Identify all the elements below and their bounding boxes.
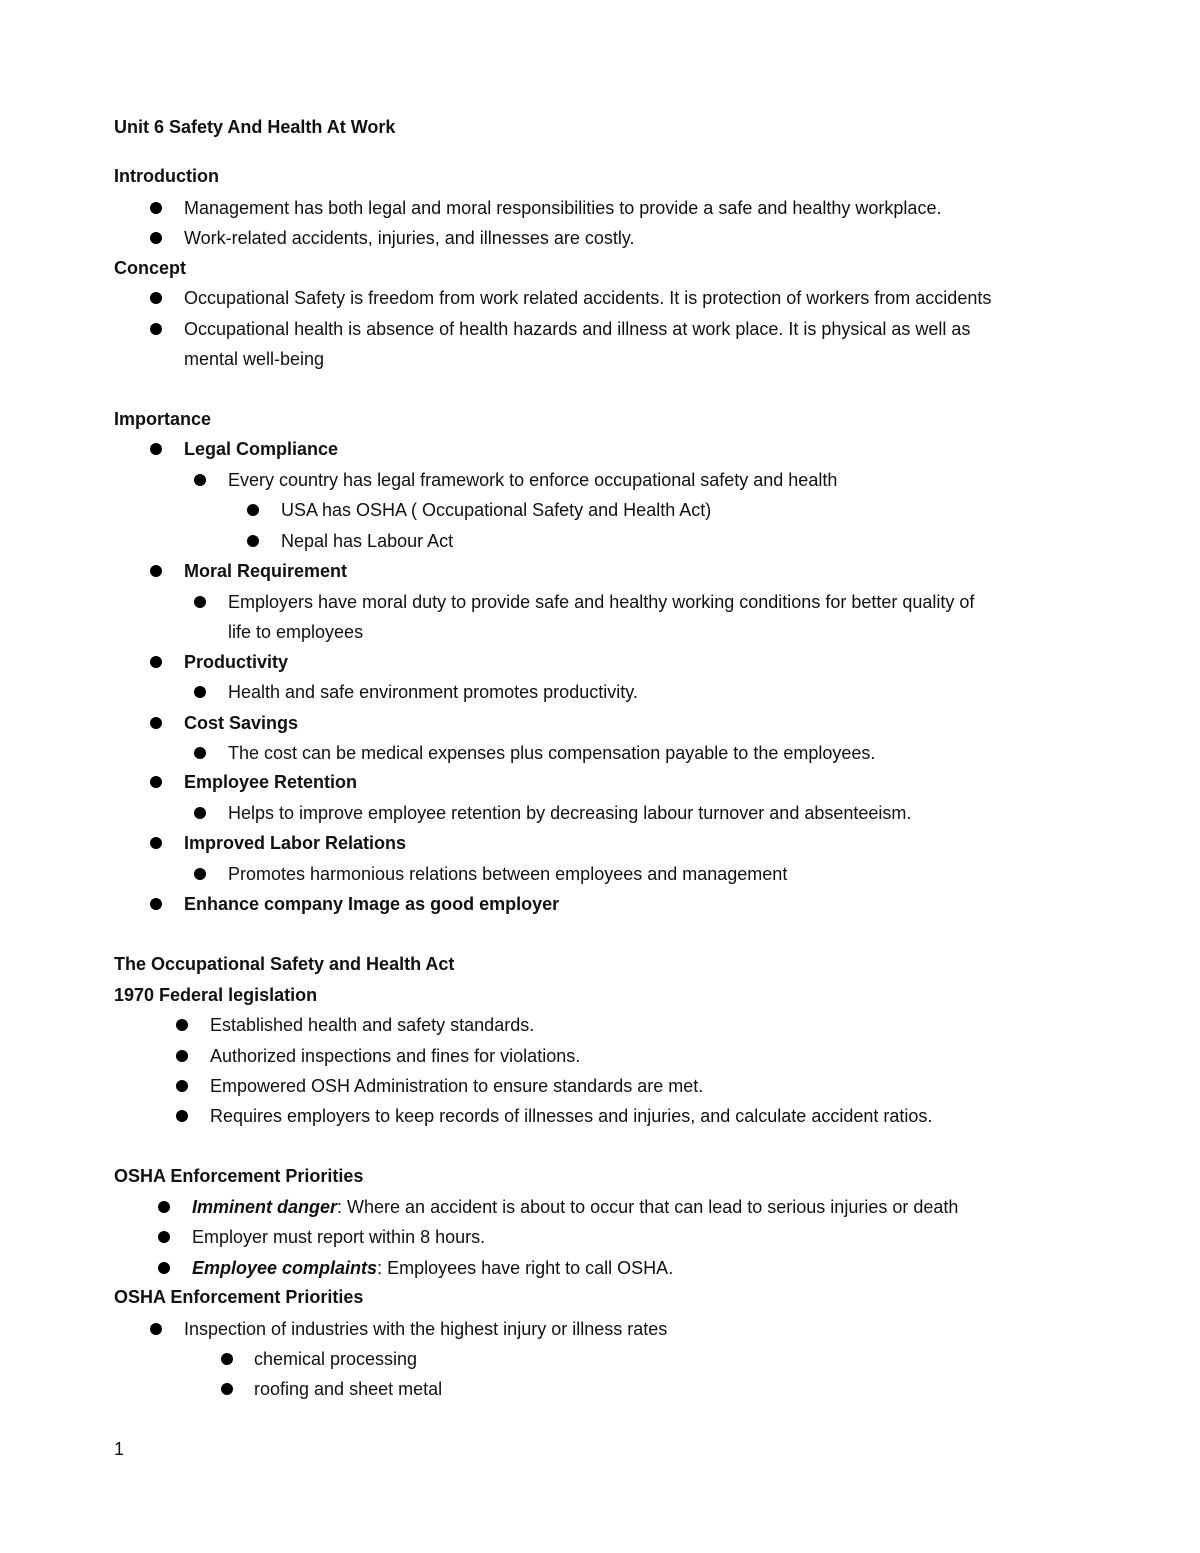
section-heading-line bbox=[0, 161, 1200, 191]
bullet-icon bbox=[150, 232, 162, 244]
page-number: 1 bbox=[114, 1439, 125, 1459]
list-item-text: Every country has legal framework to enforce occupational safety and health bbox=[228, 470, 838, 490]
list-item-text: The cost can be medical expenses plus compensation payable to the employees. bbox=[228, 743, 876, 763]
section-heading-line bbox=[0, 949, 1200, 979]
section-heading-line bbox=[0, 253, 1200, 283]
document-title-line bbox=[0, 112, 1200, 142]
bullet-icon bbox=[176, 1050, 188, 1062]
list-item-text: mental well-being bbox=[184, 349, 325, 369]
list-item-text: Helps to improve employee retention by decreasing labour turnover and absenteeism. bbox=[228, 803, 912, 823]
list-item bbox=[0, 859, 1200, 889]
concept-heading: Concept bbox=[114, 258, 186, 278]
moral-requirement-label: Moral Requirement bbox=[184, 561, 348, 581]
bullet-icon bbox=[150, 323, 162, 335]
list-item-text: Authorized inspections and fines for violations. bbox=[210, 1046, 581, 1066]
list-item bbox=[0, 1192, 1200, 1222]
section-subheading-line bbox=[0, 980, 1200, 1010]
list-item-text: chemical processing bbox=[254, 1349, 418, 1369]
company-image-label: Enhance company Image as good employer bbox=[184, 894, 560, 914]
imminent-danger-label: Imminent danger bbox=[192, 1197, 338, 1217]
bullet-icon bbox=[150, 565, 162, 577]
bullet-icon bbox=[158, 1201, 170, 1213]
bullet-icon bbox=[150, 1323, 162, 1335]
bullet-icon bbox=[221, 1383, 233, 1395]
bullet-icon bbox=[150, 776, 162, 788]
list-item-text: USA has OSHA ( Occupational Safety and Health Act) bbox=[281, 500, 712, 520]
list-item-text: roofing and sheet metal bbox=[254, 1379, 443, 1399]
list-item bbox=[0, 526, 1200, 556]
bullet-icon bbox=[194, 596, 206, 608]
enforcement-heading: OSHA Enforcement Priorities bbox=[114, 1287, 364, 1307]
productivity-label: Productivity bbox=[184, 652, 289, 672]
bullet-icon bbox=[158, 1231, 170, 1243]
employee-complaints-label: Employee complaints bbox=[192, 1258, 378, 1278]
list-item bbox=[0, 1010, 1200, 1040]
section-heading-line bbox=[0, 1282, 1200, 1312]
list-item-text: life to employees bbox=[228, 622, 364, 642]
bullet-icon bbox=[150, 898, 162, 910]
list-item-text: Work-related accidents, injuries, and illnesses are costly. bbox=[184, 228, 635, 248]
bullet-icon bbox=[150, 717, 162, 729]
list-item bbox=[0, 434, 1200, 464]
list-item bbox=[0, 193, 1200, 223]
list-item bbox=[0, 1344, 1200, 1374]
list-item-text: Inspection of industries with the highest injury or illness rates bbox=[184, 1319, 668, 1339]
employee-retention-label: Employee Retention bbox=[184, 772, 358, 792]
bullet-icon bbox=[158, 1262, 170, 1274]
bullet-icon bbox=[194, 868, 206, 880]
list-item bbox=[0, 1222, 1200, 1252]
list-item bbox=[0, 647, 1200, 677]
bullet-icon bbox=[176, 1019, 188, 1031]
introduction-heading: Introduction bbox=[114, 166, 219, 186]
list-item-text: Occupational Safety is freedom from work related accidents. It is protection of workers from accidents bbox=[184, 288, 992, 308]
bullet-icon bbox=[150, 837, 162, 849]
list-item bbox=[0, 889, 1200, 919]
list-item bbox=[0, 708, 1200, 738]
bullet-icon bbox=[150, 202, 162, 214]
importance-heading: Importance bbox=[114, 409, 212, 429]
enforcement-heading: OSHA Enforcement Priorities bbox=[114, 1166, 364, 1186]
list-item bbox=[0, 677, 1200, 707]
cost-savings-label: Cost Savings bbox=[184, 713, 299, 733]
list-item-text: Promotes harmonious relations between employees and management bbox=[228, 864, 788, 884]
section-heading-line bbox=[0, 1161, 1200, 1191]
list-item bbox=[0, 1071, 1200, 1101]
list-item bbox=[0, 767, 1200, 797]
bullet-icon bbox=[150, 292, 162, 304]
list-item bbox=[0, 495, 1200, 525]
list-item-continuation bbox=[0, 344, 1200, 374]
list-item-text bbox=[192, 1253, 673, 1283]
list-item bbox=[0, 828, 1200, 858]
list-item bbox=[0, 1314, 1200, 1344]
bullet-icon bbox=[150, 443, 162, 455]
list-item-text: Employers have moral duty to provide safe and healthy working conditions for better quality of bbox=[228, 592, 975, 612]
list-item-text: Nepal has Labour Act bbox=[281, 531, 454, 551]
list-item bbox=[0, 1041, 1200, 1071]
list-item-continuation bbox=[0, 617, 1200, 647]
legal-compliance-label: Legal Compliance bbox=[184, 439, 339, 459]
list-item-text: Management has both legal and moral responsibilities to provide a safe and healthy workplace. bbox=[184, 198, 942, 218]
list-item bbox=[0, 283, 1200, 313]
list-item bbox=[0, 556, 1200, 586]
list-item bbox=[0, 798, 1200, 828]
list-item bbox=[0, 1253, 1200, 1283]
list-item-text: Employer must report within 8 hours. bbox=[192, 1227, 486, 1247]
list-item-text: Empowered OSH Administration to ensure standards are met. bbox=[210, 1076, 704, 1096]
bullet-icon bbox=[194, 807, 206, 819]
bullet-icon bbox=[194, 686, 206, 698]
list-item bbox=[0, 223, 1200, 253]
bullet-icon bbox=[194, 747, 206, 759]
osh-act-subheading: 1970 Federal legislation bbox=[114, 985, 318, 1005]
list-item-text: Established health and safety standards. bbox=[210, 1015, 535, 1035]
list-item bbox=[0, 465, 1200, 495]
list-item-text: Health and safe environment promotes productivity. bbox=[228, 682, 638, 702]
bullet-icon bbox=[221, 1353, 233, 1365]
list-item bbox=[0, 314, 1200, 344]
imminent-danger-text: : Where an accident is about to occur that can lead to serious injuries or death bbox=[337, 1197, 959, 1217]
bullet-icon bbox=[247, 504, 259, 516]
bullet-icon bbox=[176, 1080, 188, 1092]
bullet-icon bbox=[150, 656, 162, 668]
list-item bbox=[0, 738, 1200, 768]
list-item-text: Occupational health is absence of health hazards and illness at work place. It is physical as well as bbox=[184, 319, 971, 339]
list-item bbox=[0, 587, 1200, 617]
list-item-text bbox=[192, 1192, 958, 1222]
bullet-icon bbox=[176, 1110, 188, 1122]
list-item-text: Requires employers to keep records of illnesses and injuries, and calculate accident ratios. bbox=[210, 1106, 933, 1126]
document-title: Unit 6 Safety And Health At Work bbox=[114, 117, 396, 137]
employee-complaints-text: : Employees have right to call OSHA. bbox=[377, 1258, 674, 1278]
bullet-icon bbox=[194, 474, 206, 486]
section-heading-line bbox=[0, 404, 1200, 434]
labor-relations-label: Improved Labor Relations bbox=[184, 833, 407, 853]
bullet-icon bbox=[247, 535, 259, 547]
osh-act-heading: The Occupational Safety and Health Act bbox=[114, 954, 455, 974]
list-item bbox=[0, 1374, 1200, 1404]
list-item bbox=[0, 1101, 1200, 1131]
